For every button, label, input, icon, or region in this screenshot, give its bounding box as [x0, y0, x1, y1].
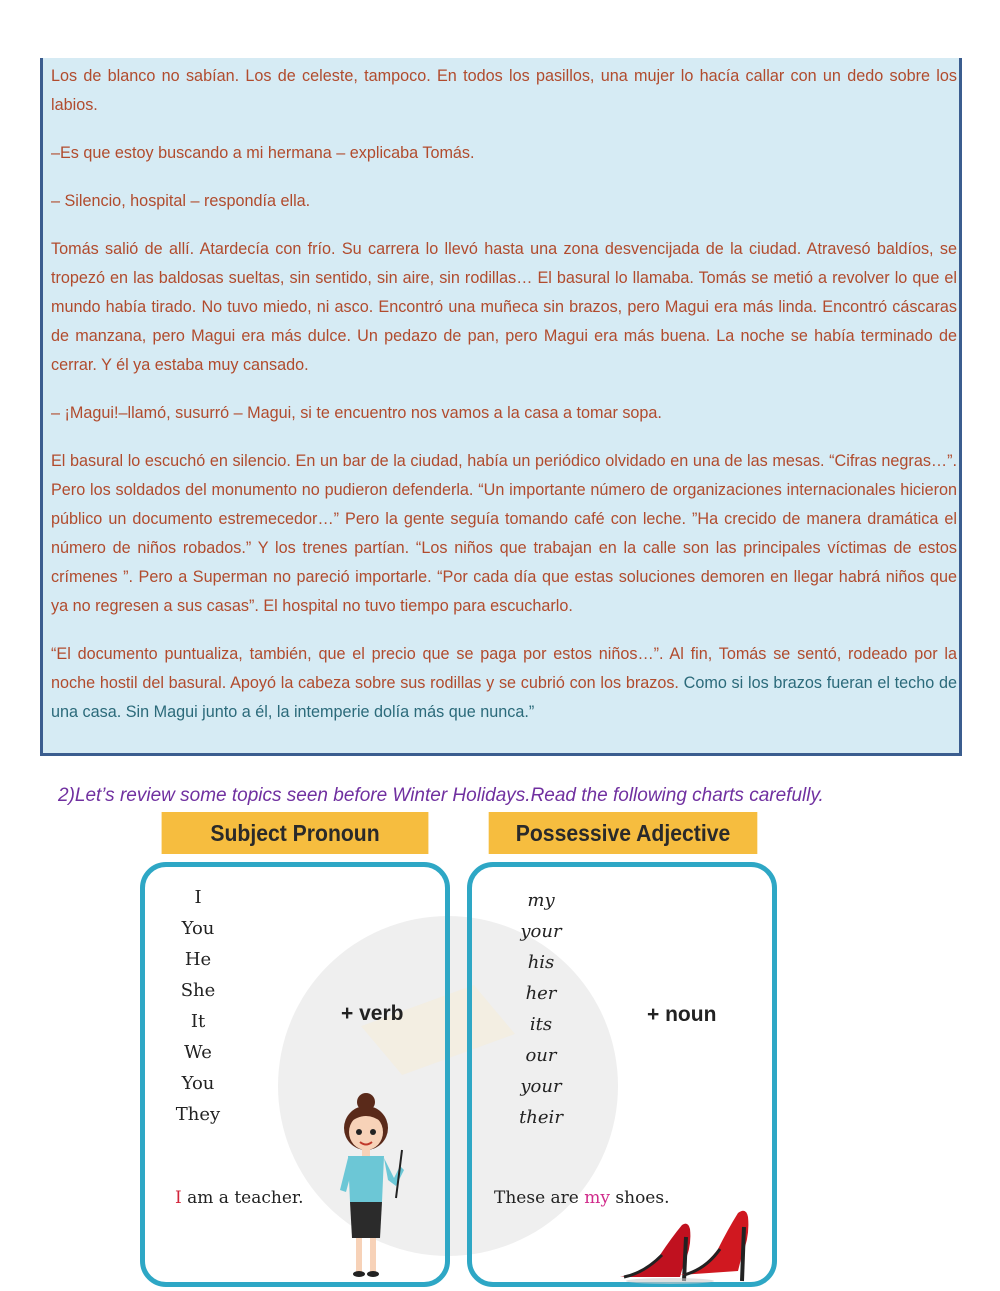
story-paragraph: – ¡Magui!–llamó, susurró – Magui, si te encuentro nos vamos a la casa a tomar sopa.: [51, 404, 662, 422]
example-text: These are: [494, 1188, 585, 1208]
subject-pronoun-title: Subject Pronoun: [162, 812, 429, 854]
story-paragraph: –Es que estoy buscando a mi hermana – explicaba Tomás.: [51, 144, 475, 162]
possessive-item: his: [527, 952, 555, 973]
possessive-item: our: [525, 1045, 557, 1066]
pronoun-item: We: [184, 1042, 212, 1063]
pronoun-item: They: [175, 1104, 221, 1125]
plus-verb-label: + verb: [341, 1002, 404, 1025]
red-high-heels-icon: [610, 1185, 760, 1285]
possessive-adjective-title: Possessive Adjective: [489, 812, 758, 854]
story-paragraph-part: “El documento puntualiza, también, que el precio que se paga por estos niños…”. Al fin, Tomás se sentó, rodeado por la noche hostil del basural. Apoyó la cabeza sobre sus rodillas y se cubrió con los brazos.: [51, 645, 957, 692]
story-paragraph: Tomás salió de allí. Atardecía con frío. Su carrera lo llevó hasta una zona desvencijada de la ciudad. Atravesó baldíos, se tropezó en las baldosas sueltas, sin sentido, sin aire, sin rodillas… El basural lo llamaba. Tomás se metió a revolver lo que el mundo había tirado. No tuvo miedo, ni asco. Encontró una muñeca sin brazos, pero Magui era más linda. Encontró cáscaras de manzana, pero Magui era más dulce. Un pedazo de pan, pero Magui era más buena. La noche se había terminado de cerrar. Y él ya estaba muy cansado.: [51, 240, 957, 374]
possessive-item: your: [520, 921, 562, 942]
possessive-item: her: [525, 983, 557, 1004]
story-paragraph: El basural lo escuchó en silencio. En un bar de la ciudad, había un periódico olvidado en una de las mesas. “Cifras negras…”. Pero los soldados del monumento no pudieron defenderla. “Un importante número de organizaciones internacionales hicieron público un documento estremecedor…” Pero la gente seguía tomando café con leche. ”Ha crecido de manera dramática el número de niños robados.” Y los trenes partían. “Los niños que trabajan en la calle son las principales víctimas de estos crímenes ”. Pero a Superman no pareció importarle. “Por cada día que estas soluciones demoren en llegar habrá niños que ya no regresen a sus casas”. El hospital no tuvo tiempo para escucharlo.: [51, 452, 957, 615]
plus-noun-label: + noun: [647, 1003, 717, 1026]
example-highlight: I: [175, 1188, 182, 1208]
pronoun-item: It: [190, 1011, 206, 1032]
instruction-text: 2)Let’s review some topics seen before Winter Holidays.Read the following charts carefully.: [58, 785, 824, 806]
story-text-box: [40, 58, 962, 756]
pronoun-item: I: [194, 887, 202, 908]
story-paragraph-final: [51, 640, 957, 727]
possessive-item: its: [529, 1014, 553, 1035]
story-paragraph: Los de blanco no sabían. Los de celeste, tampoco. En todos los pasillos, una mujer lo hacía callar con un dedo sobre los labios.: [51, 67, 957, 114]
story-paragraph: – Silencio, hospital – respondía ella.: [51, 192, 311, 210]
story-paragraph-part: Como si los brazos fueran el techo de una casa. Sin Magui junto a él, la intemperie dolía más que nunca.”: [51, 674, 957, 721]
pronoun-item: He: [184, 949, 212, 970]
subject-pronoun-example: [175, 1188, 304, 1208]
pronoun-item: You: [181, 1073, 215, 1094]
example-text: am a teacher.: [181, 1188, 304, 1208]
teacher-illustration-icon: [318, 1090, 418, 1285]
possessive-item: your: [520, 1076, 562, 1097]
pronoun-item: She: [180, 980, 216, 1001]
possessive-adjective-list: [506, 885, 576, 1133]
pronoun-item: You: [181, 918, 215, 939]
possessive-item: my: [527, 890, 555, 911]
possessive-item: their: [519, 1107, 563, 1128]
example-highlight: my: [584, 1188, 610, 1208]
subject-pronoun-list: [168, 882, 228, 1130]
example-text: shoes.: [610, 1188, 670, 1208]
